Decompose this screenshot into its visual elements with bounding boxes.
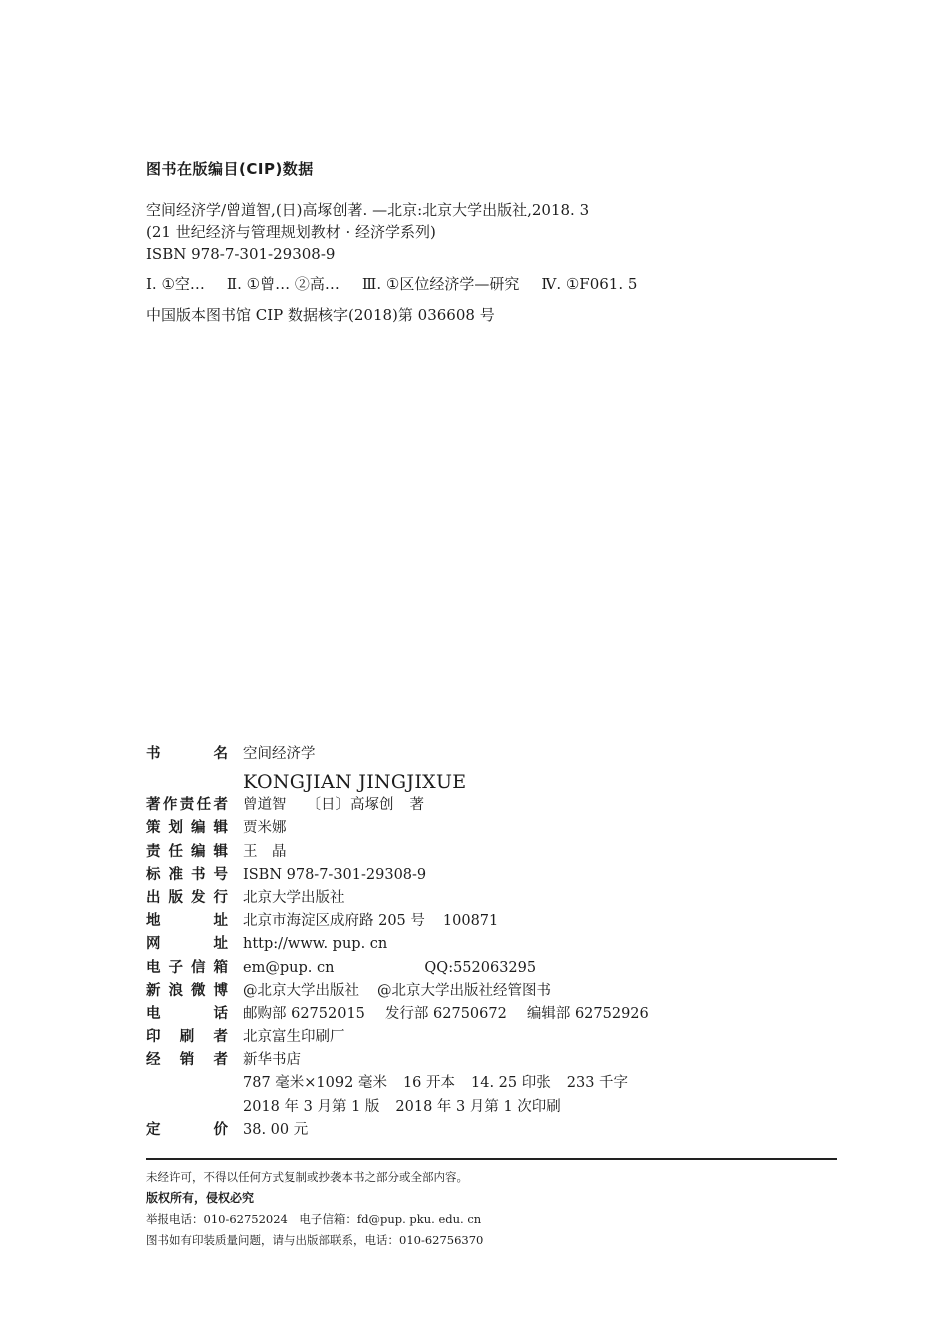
title-pinyin: KONGJIAN JINGJIXUE: [243, 771, 467, 794]
info-row-title: [146, 742, 706, 765]
email-value: [243, 960, 536, 976]
info-row-edition: [146, 1095, 706, 1118]
info-row-specs: [146, 1071, 706, 1094]
website-value: http://www. pup. cn: [243, 936, 388, 953]
info-row-publisher: [146, 886, 706, 909]
cip-class-2: Ⅱ. ①曾… ②高…: [226, 275, 340, 293]
footer-notice: 未经许可，不得以任何方式复制或抄袭本书之部分或全部内容。: [146, 1170, 468, 1184]
spec-sheets: 14. 25 印张: [471, 1075, 551, 1092]
phone-editorial: 编辑部 62752926: [526, 1005, 649, 1022]
edition: 2018 年 3 月第 1 版: [243, 1098, 380, 1115]
responsible-editor-value: 王 晶: [243, 843, 287, 860]
footer-rights: 版权所有，侵权必究: [146, 1191, 255, 1205]
cip-isbn-line: ISBN 978-7-301-29308-9: [146, 245, 336, 263]
info-row-planning-editor: [146, 816, 706, 839]
cip-block: [146, 158, 866, 326]
weibo-account-2: @北京大学出版社经管图书: [377, 982, 551, 999]
book-info-table: [146, 742, 706, 1141]
info-row-phone: [146, 1002, 706, 1025]
distributor-label: 经销者: [146, 1052, 228, 1069]
title-label: 书名: [146, 746, 228, 762]
footer-notices: [146, 1167, 836, 1251]
info-row-printer: [146, 1025, 706, 1048]
cip-series-line: (21 世纪经济与管理规划教材 · 经济学系列): [146, 223, 436, 241]
info-row-email: [146, 956, 706, 979]
cip-class-3: Ⅲ. ①区位经济学—研究: [361, 275, 520, 293]
info-row-isbn: [146, 863, 706, 886]
spec-format: 16 开本: [402, 1075, 456, 1092]
weibo-account-1: @北京大学出版社: [243, 982, 359, 999]
info-row-author: [146, 793, 706, 816]
address-value: [243, 909, 498, 930]
info-row-responsible-editor: [146, 840, 706, 863]
author-label: 著作责任者: [146, 797, 228, 814]
price-value: 38. 00 元: [243, 1121, 309, 1138]
info-row-address: [146, 909, 706, 932]
cip-heading: 图书在版编目(CIP)数据: [146, 160, 314, 178]
address-label: 地址: [146, 913, 228, 930]
spec-size: 787 毫米×1092 毫米: [243, 1075, 387, 1092]
isbn-value: ISBN 978-7-301-29308-9: [243, 866, 427, 883]
planning-editor-label: 策划编辑: [146, 820, 228, 837]
edition-value: [243, 1095, 561, 1116]
cip-classification-line: [146, 273, 866, 295]
cip-record-number: 中国版本图书馆 CIP 数据核字(2018)第 036608 号: [146, 306, 495, 324]
info-row-website: [146, 932, 706, 955]
postcode: 100871: [442, 913, 499, 930]
title-value: 空间经济学: [243, 746, 316, 762]
phone-mail-order: 邮购部 62752015: [243, 1005, 365, 1022]
distributor-value: 新华书店: [243, 1052, 301, 1069]
phone-label: 电话: [146, 1005, 228, 1022]
printer-label: 印刷者: [146, 1029, 228, 1046]
author-name-1: 曾道智: [243, 797, 287, 814]
footer-quality: 图书如有印装质量问题，请与出版部联系，电话：010-62756370: [146, 1233, 484, 1247]
divider-rule: [146, 1158, 837, 1160]
weibo-label: 新浪微博: [146, 982, 228, 999]
info-row-pinyin: [146, 765, 706, 793]
phone-distribution: 发行部 62750672: [384, 1005, 507, 1022]
info-row-price: [146, 1118, 706, 1141]
qq-number: QQ:552063295: [424, 959, 537, 976]
responsible-editor-label: 责任编辑: [146, 843, 228, 860]
footer-report: 举报电话：010-62752024 电子信箱：fd@pup. pku. edu. cn: [146, 1212, 482, 1226]
author-suffix: 著: [409, 797, 424, 814]
publisher-value: 北京大学出版社: [243, 889, 345, 906]
spec-words: 233 千字: [566, 1075, 629, 1092]
specs-value: [243, 1071, 628, 1092]
info-row-distributor: [146, 1048, 706, 1071]
email-address: em@pup. cn: [243, 959, 335, 976]
email-label: 电子信箱: [146, 959, 228, 976]
price-label: 定价: [146, 1121, 228, 1138]
address-text: 北京市海淀区成府路 205 号: [243, 913, 425, 930]
printing: 2018 年 3 月第 1 次印刷: [395, 1098, 561, 1115]
cip-class-4: Ⅳ. ①F061. 5: [541, 275, 638, 293]
weibo-value: [243, 979, 551, 1000]
publisher-label: 出版发行: [146, 889, 228, 906]
author-name-2: 〔日〕高塚创: [306, 797, 394, 814]
website-label: 网址: [146, 936, 228, 953]
phone-value: [243, 1002, 649, 1023]
cip-class-1: Ⅰ. ①空…: [146, 275, 205, 293]
planning-editor-value: 贾米娜: [243, 820, 287, 837]
author-value: [243, 793, 424, 814]
cip-title-line: 空间经济学/曾道智,(日)高塚创著. —北京:北京大学出版社,2018. 3: [146, 201, 590, 219]
info-row-weibo: [146, 979, 706, 1002]
printer-value: 北京富生印刷厂: [243, 1029, 345, 1046]
isbn-label: 标准书号: [146, 866, 228, 883]
